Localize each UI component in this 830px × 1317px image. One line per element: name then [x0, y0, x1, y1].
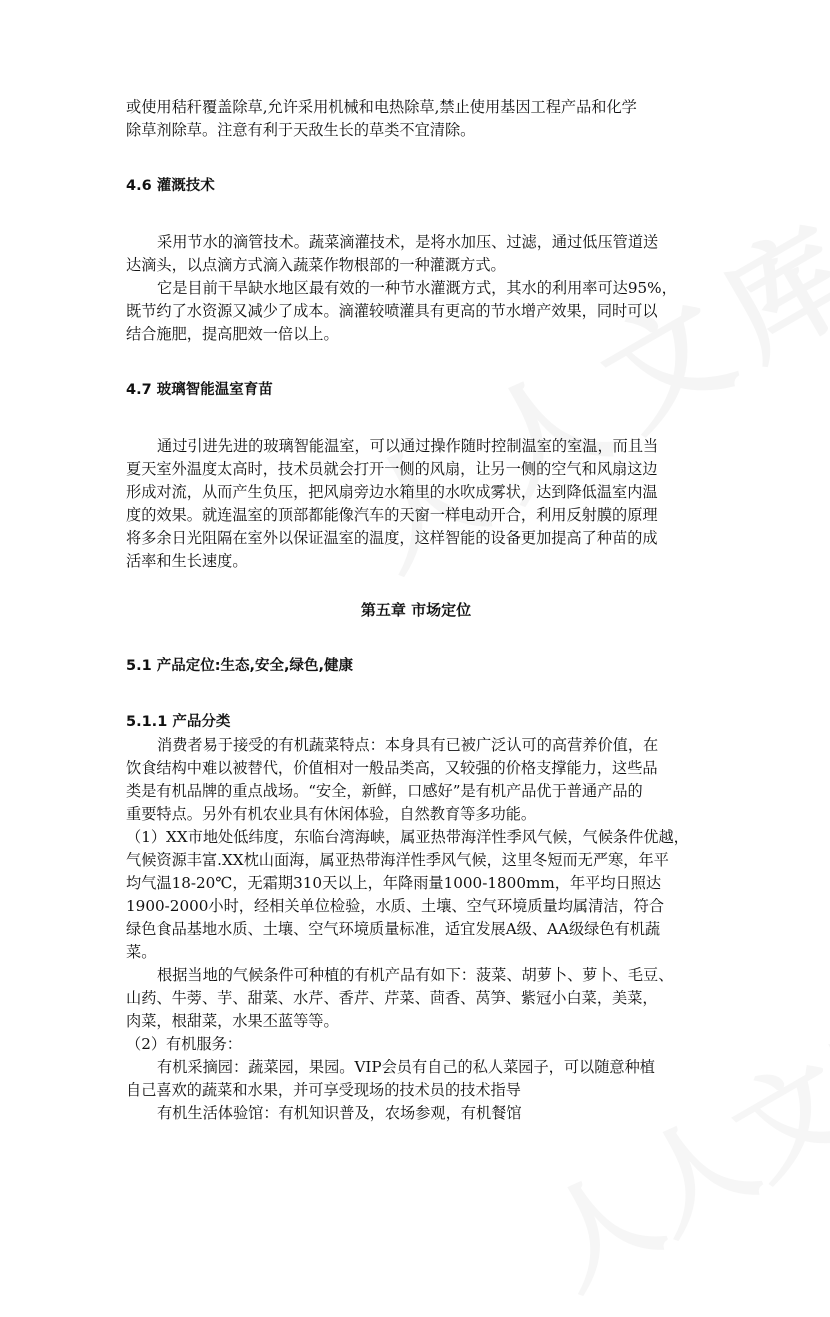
text-line: 除草剂除草。注意有利于天敌生长的草类不宜清除。: [126, 121, 476, 139]
text-line: 绿色食品基地水质、土壤、空气环境质量标准，适宜发展A级、AA级绿色有机蔬: [126, 920, 661, 938]
paragraph-picking-garden: [126, 1056, 706, 1102]
text-line: 自己喜欢的蔬菜和水果，并可享受现场的技术员的技术指导: [126, 1081, 521, 1099]
text-line: 1900-2000小时，经相关单位检验，水质、土壤、空气环境质量均属清洁，符合: [126, 897, 665, 915]
paragraph-drip-irrigation: [126, 231, 706, 277]
text-line: 菜。: [126, 943, 157, 961]
text-line-services: （2）有机服务：: [126, 1035, 242, 1053]
text-line: 类是有机品牌的重点战场。“安全，新鲜，口感好”是有机产品优于普通产品的: [126, 782, 643, 800]
text-line: 或使用秸秆覆盖除草,允许采用机械和电热除草,禁止使用基因工程产品和化学: [126, 98, 637, 116]
paragraph-organic-features: [126, 734, 706, 826]
text-line: 将多余日光阻隔在室外以保证温室的温度，这样智能的设备更加提高了种苗的成: [126, 529, 658, 547]
text-line: 消费者易于接受的有机蔬菜特点：本身具有已被广泛认可的高营养价值，在: [157, 736, 659, 754]
text-line: 饮食结构中难以被替代，价值相对一般品类高，又较强的价格支撑能力，这些品: [126, 759, 658, 777]
text-line: 活率和生长速度。: [126, 552, 248, 570]
document-page: [126, 96, 706, 1125]
text-line: 均气温18-20℃，无霜期310天以上，年降雨量1000-1800mm，年平均日照达: [126, 874, 662, 892]
paragraph-products: [126, 964, 706, 1033]
text-line: 结合施肥，提高肥效一倍以上。: [126, 325, 339, 343]
text-line: 山药、牛蒡、芋、甜菜、水芹、香芹、芹菜、茴香、莴笋、紫冠小白菜，美菜，: [126, 989, 658, 1007]
text-line: 重要特点。另外有机农业具有休闲体验，自然教育等多功能。: [126, 805, 537, 823]
paragraph-water-efficiency: [126, 277, 706, 346]
text-line: 它是目前干旱缺水地区最有效的一种节水灌溉方式，其水的利用率可达95%，: [157, 279, 677, 297]
section-heading-5-1: 5.1 产品定位:生态,安全,绿色,健康: [126, 658, 354, 674]
text-line: 采用节水的滴管技术。蔬菜滴灌技术，是将水加压、过滤，通过低压管道送: [157, 233, 659, 251]
text-line: （1）XX市地处低纬度，东临台湾海峡，属亚热带海洋性季风气候，气候条件优越，: [126, 828, 689, 846]
text-line: 根据当地的气候条件可种植的有机产品有如下：菠菜、胡萝卜、萝卜、毛豆、: [157, 966, 674, 984]
text-line-experience-hall: 有机生活体验馆：有机知识普及，农场参观，有机餐馆: [157, 1104, 522, 1122]
text-line: 肉菜，根甜菜，水果丕蓝等等。: [126, 1012, 339, 1030]
chapter-title: 第五章 市场定位: [360, 601, 472, 619]
section-heading-4-6: 4.6 灌溉技术: [126, 178, 215, 194]
paragraph-greenhouse: [126, 435, 706, 573]
text-line: 形成对流，从而产生负压，把风扇旁边水箱里的水吹成雾状，达到降低温室内温: [126, 483, 658, 501]
text-line: 气候资源丰富.XX枕山面海，属亚热带海洋性季风气候，这里冬短而无严寒，年平: [126, 851, 669, 869]
section-heading-4-7: 4.7 玻璃智能温室育苗: [126, 382, 273, 398]
text-line: 有机采摘园：蔬菜园，果园。VIP会员有自己的私人菜园子，可以随意种植: [157, 1058, 655, 1076]
text-line: 度的效果。就连温室的顶部都能像汽车的天窗一样电动开合，利用反射膜的原理: [126, 506, 658, 524]
section-heading-5-1-1: 5.1.1 产品分类: [126, 714, 231, 730]
text-line: 达滴头，以点滴方式滴入蔬菜作物根部的一种灌溉方式。: [126, 256, 506, 274]
paragraph-weeding: [126, 96, 706, 142]
text-line: 既节约了水资源又减少了成本。滴灌较喷灌具有更高的节水增产效果，同时可以: [126, 302, 658, 320]
paragraph-climate: [126, 826, 706, 964]
text-line: 通过引进先进的玻璃智能温室，可以通过操作随时控制温室的室温，而且当: [157, 437, 659, 455]
text-line: 夏天室外温度太高时，技术员就会打开一侧的风扇，让另一侧的空气和风扇这边: [126, 460, 658, 478]
